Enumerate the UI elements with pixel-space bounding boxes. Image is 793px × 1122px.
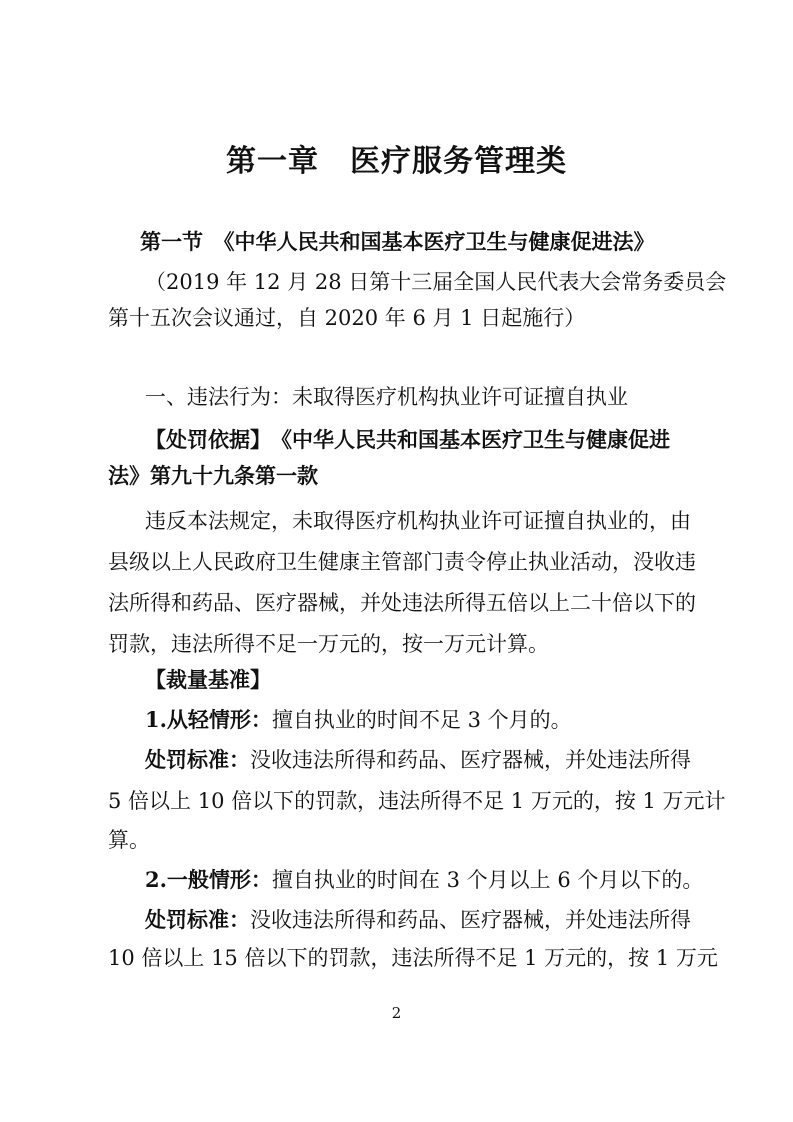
level-2-label: 2.一般情形：	[145, 867, 272, 892]
level-2-standard-first: 没收违法所得和药品、医疗器械，并处违法所得	[250, 908, 691, 932]
level-1-label: 1.从轻情形：	[145, 707, 272, 732]
violation-title: 一、违法行为：未取得医疗机构执业许可证擅自执业	[145, 385, 628, 409]
page-number: 2	[391, 1004, 402, 1022]
adoption-note-line-2: 第十五次会议通过，自 2020 年 6 月 1 日起施行）	[108, 306, 586, 330]
article-line-4: 罚款，违法所得不足一万元的，按一万元计算。	[108, 632, 549, 656]
level-1-standard-line	[145, 746, 691, 774]
level-1-standard-line-2: 5 倍以上 10 倍以下的罚款，违法所得不足 1 万元的，按 1 万元计	[108, 789, 726, 813]
level-2-condition: 擅自执业的时间在 3 个月以上 6 个月以下的。	[271, 868, 704, 892]
section-title: 第一节 《中华人民共和国基本医疗卫生与健康促进法》	[140, 229, 655, 254]
level-2-standard-label: 处罚标准：	[145, 907, 250, 932]
level-2-condition-line	[145, 866, 703, 894]
level-2-standard-line	[145, 906, 691, 934]
basis-label: 【处罚依据】	[145, 427, 261, 452]
chapter-title: 第一章 医疗服务管理类	[226, 144, 567, 179]
article-line-3: 法所得和药品、医疗器械，并处违法所得五倍以上二十倍以下的	[108, 591, 696, 615]
discretion-label: 【裁量基准】	[145, 667, 271, 692]
basis-text-part-2: 法》第九十九条第一款	[108, 463, 318, 488]
level-2-standard-line-2: 10 倍以上 15 倍以下的罚款，违法所得不足 1 万元的，按 1 万元	[108, 946, 718, 970]
article-line-1: 违反本法规定，未取得医疗机构执业许可证擅自执业的，由	[145, 509, 691, 533]
level-1-standard-first: 没收违法所得和药品、医疗器械，并处违法所得	[250, 748, 691, 772]
adoption-note-line-1: （2019 年 12 月 28 日第十三届全国人民代表大会常务委员会	[145, 270, 727, 294]
level-1-standard-label: 处罚标准：	[145, 747, 250, 772]
level-1-condition-line	[145, 706, 572, 734]
level-1-standard-line-3: 算。	[108, 828, 150, 852]
basis-text-part-1: 《中华人民共和国基本医疗卫生与健康促进	[260, 427, 670, 452]
basis-heading	[145, 426, 670, 454]
article-line-2: 县级以上人民政府卫生健康主管部门责令停止执业活动，没收违	[108, 550, 696, 574]
level-1-condition: 擅自执业的时间不足 3 个月的。	[271, 708, 572, 732]
